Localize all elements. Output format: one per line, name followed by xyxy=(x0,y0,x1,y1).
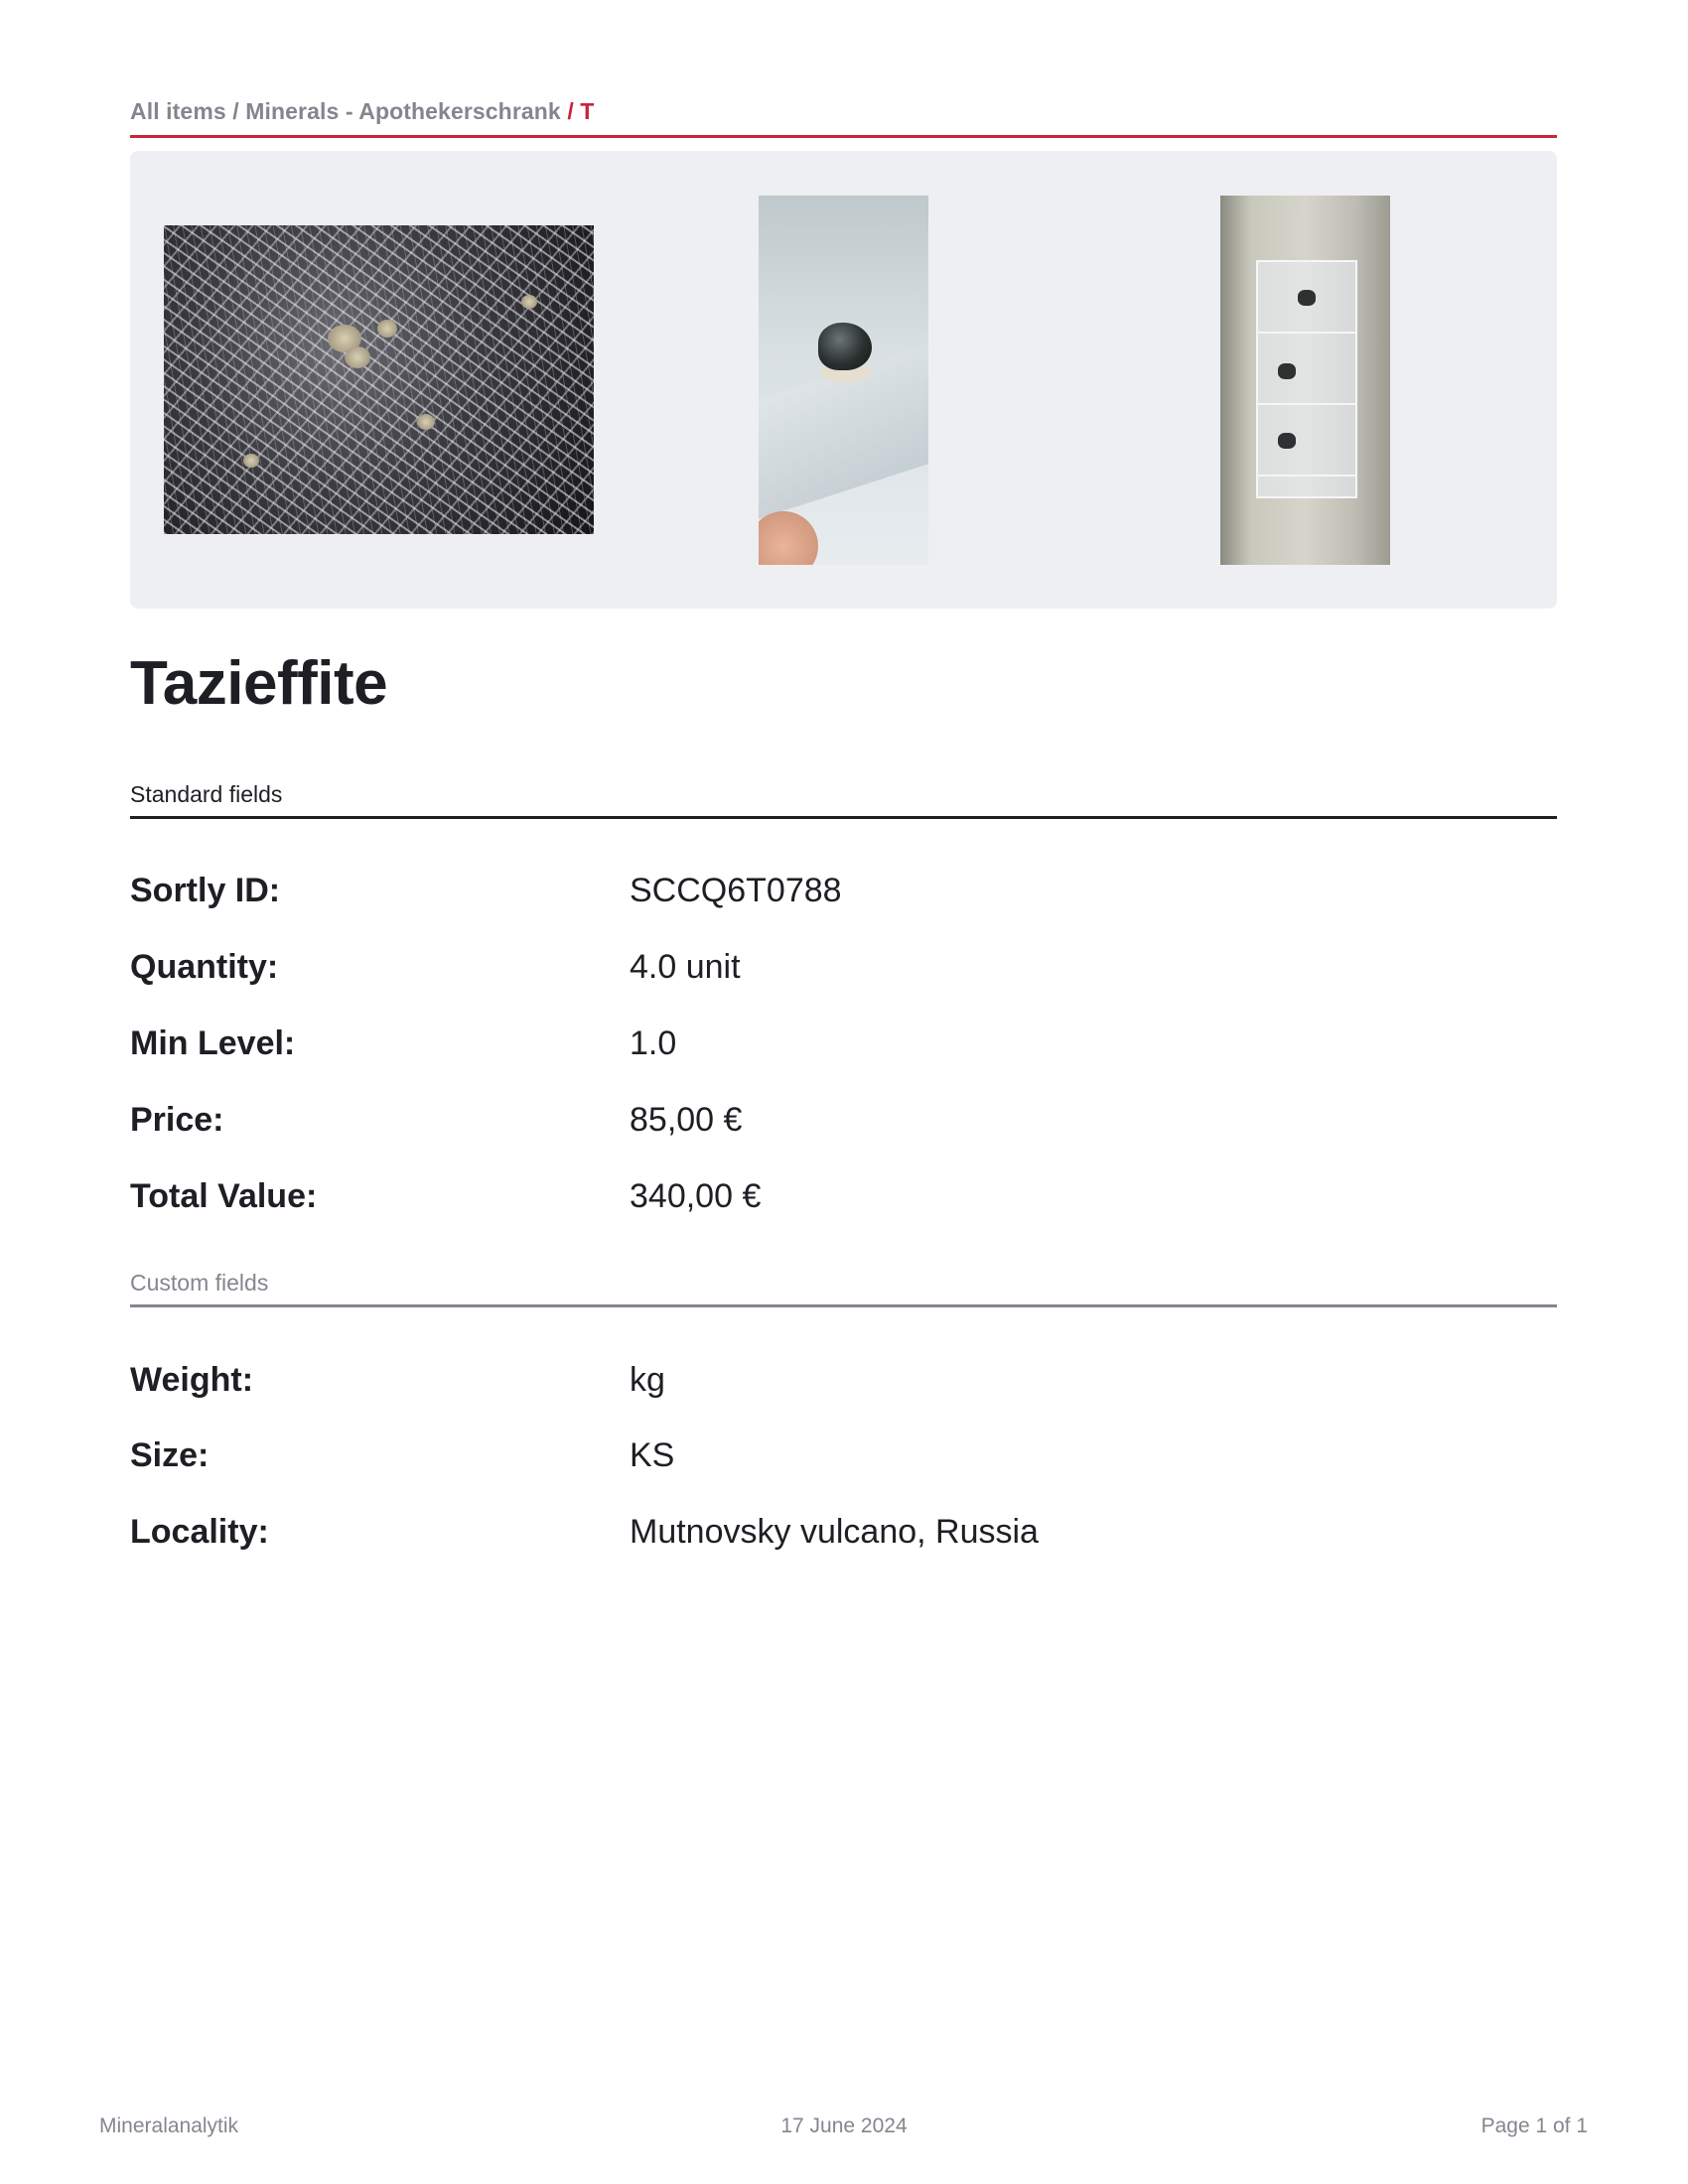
item-title: Tazieffite xyxy=(130,649,388,718)
breadcrumb-separator: / xyxy=(232,98,246,124)
field-value: 1.0 xyxy=(630,1024,677,1062)
breadcrumb-item-minerals-apothekerschrank[interactable]: Minerals - Apothekerschrank xyxy=(245,98,561,124)
field-label: Price: xyxy=(130,1101,224,1139)
specimen-in-hand-photo[interactable] xyxy=(759,196,928,565)
custom-fields-heading: Custom fields xyxy=(130,1270,1557,1307)
field-row-weight xyxy=(130,1361,1557,1411)
field-value: 85,00 € xyxy=(630,1101,743,1139)
display-cabinet-photo[interactable] xyxy=(1220,196,1390,565)
footer-page-number: Page 1 of 1 xyxy=(1480,2115,1588,2137)
field-label: Weight: xyxy=(130,1361,254,1399)
field-label: Sortly ID: xyxy=(130,872,281,909)
field-row-min-level xyxy=(130,1024,1557,1074)
field-value: Mutnovsky vulcano, Russia xyxy=(630,1513,1039,1551)
field-row-quantity xyxy=(130,948,1557,998)
field-row-sortly-id xyxy=(130,872,1557,921)
footer-date: 17 June 2024 xyxy=(780,2115,908,2137)
page-footer xyxy=(0,2115,1688,2144)
field-label: Min Level: xyxy=(130,1024,296,1062)
field-value: SCCQ6T0788 xyxy=(630,872,842,909)
field-value: 340,00 € xyxy=(630,1177,762,1215)
footer-company: Mineralanalytik xyxy=(99,2115,239,2137)
field-label: Locality: xyxy=(130,1513,269,1551)
breadcrumb-separator: / xyxy=(567,98,581,124)
field-value: 4.0 unit xyxy=(630,948,741,986)
field-value: kg xyxy=(630,1361,665,1399)
crystal-needles-photo[interactable] xyxy=(164,225,594,534)
standard-fields-heading: Standard fields xyxy=(130,781,1557,819)
field-label: Total Value: xyxy=(130,1177,318,1215)
field-value: KS xyxy=(630,1436,675,1474)
breadcrumb-current: T xyxy=(580,98,595,124)
field-label: Quantity: xyxy=(130,948,279,986)
field-row-total-value xyxy=(130,1177,1557,1227)
breadcrumb-item-all-items[interactable]: All items xyxy=(130,98,226,124)
field-row-price xyxy=(130,1101,1557,1151)
photo-gallery xyxy=(130,151,1557,609)
breadcrumb xyxy=(130,98,1557,138)
field-row-locality xyxy=(130,1513,1557,1563)
field-row-size xyxy=(130,1436,1557,1486)
field-label: Size: xyxy=(130,1436,210,1474)
